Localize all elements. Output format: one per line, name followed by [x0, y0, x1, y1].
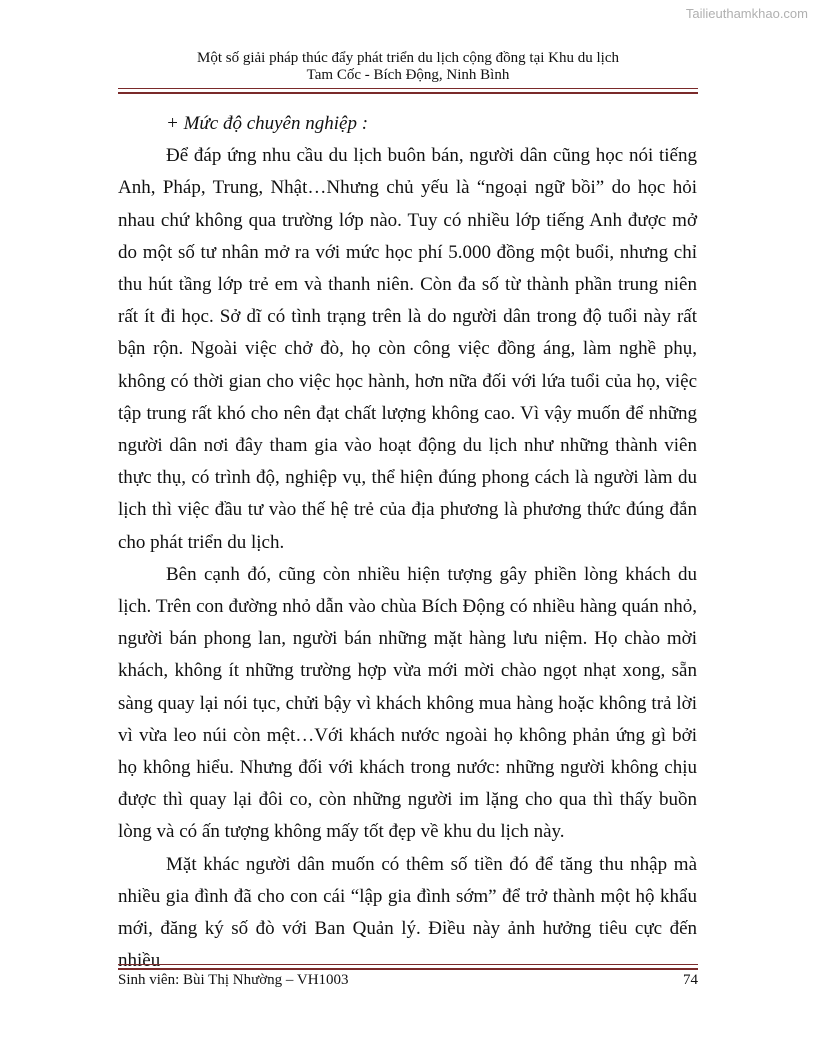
paragraph: Bên cạnh đó, cũng còn nhiều hiện tượng gây phiền lòng khách du lịch. Trên con đường nhỏ dẫn vào chùa Bích Động có nhiều hàng quán nhỏ, người bán phong lan, người bán những mặt hàng lưu niệm. Họ chào mời khách, không ít những trường hợp vừa mới mời chào ngọt nhạt xong, sẵn sàng quay lại nói tục, chửi bậy vì khách không mua hàng hoặc không trả lời vì vừa leo núi còn mệt…Với khách nước ngoài họ không phản ứng gì bởi họ không hiểu. Nhưng đối với khách trong nước: những người không chịu được thì quay lại đôi co, còn những người im lặng cho qua thì thấy buồn lòng và có ấn tượng không mấy tốt đẹp về khu du lịch này. — [118, 563, 697, 843]
header-line-2: Tam Cốc - Bích Động, Ninh Bình — [306, 67, 510, 83]
header-line-1: Một số giải pháp thúc đẩy phát triển du lịch cộng đồng tại Khu du lịch — [196, 50, 619, 66]
page-header — [118, 50, 698, 84]
footer-author: Sinh viên: Bùi Thị Nhường – VH1003 — [118, 972, 349, 988]
paragraph: Để đáp ứng nhu cầu du lịch buôn bán, người dân cũng học nói tiếng Anh, Pháp, Trung, Nhật…Nhưng chủ yếu là “ngoại ngữ bồi” do học hỏi nhau chứ không qua trường lớp nào. Tuy có nhiều lớp tiếng Anh được mở do một số tư nhân mở ra với mức học phí 5.000 đồng một buổi, nhưng chỉ thu hút tầng lớp trẻ em và thanh niên. Còn đa số từ thành phần trung niên rất ít đi học. Sở dĩ có tình trạng trên là do người dân trong độ tuổi này rất bận rộn. Ngoài việc chở đò, họ còn công việc đồng áng, làm nghề phụ, không có thời gian cho việc học hành, hơn nữa đối với lứa tuổi của họ, việc tập trung rất khó cho nên đạt chất lượng không cao. Vì vậy muốn để những người dân nơi đây tham gia vào hoạt động du lịch như những thành viên thực thụ, có trình độ, nghiệp vụ, thể hiện đúng phong cách là người làm du lịch thì việc đầu tư vào thế hệ trẻ của địa phương là phương thức đúng đắn cho phát triển du lịch. — [118, 145, 697, 553]
footer-divider — [118, 964, 698, 970]
header-divider — [118, 88, 698, 94]
watermark: Tailieuthamkhao.com — [685, 6, 808, 21]
paragraph: Mặt khác người dân muốn có thêm số tiền đó để tăng thu nhập mà nhiều gia đình đã cho con cái “lập gia đình sớm” để trở thành một hộ khẩu mới, đăng ký số đò với Ban Quản lý. Điều này ảnh hưởng tiêu cực đến nhiều — [118, 853, 697, 972]
page-number: 74 — [683, 972, 698, 988]
page-footer — [118, 972, 698, 989]
section-subheading: + Mức độ chuyên nghiệp : — [166, 113, 369, 134]
document-body — [118, 108, 697, 977]
